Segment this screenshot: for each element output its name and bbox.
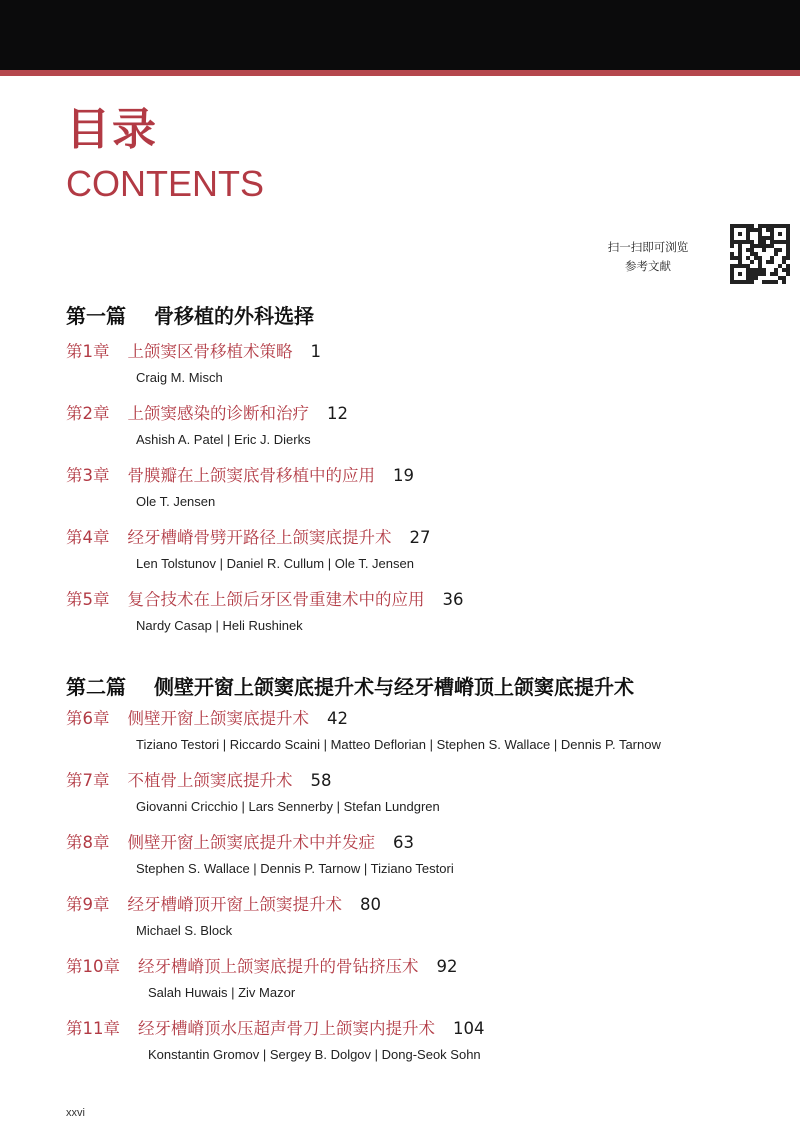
qr-caption	[588, 238, 708, 276]
part-heading	[66, 671, 634, 700]
toc-entry[interactable]	[66, 832, 454, 876]
chapter-page: 19	[393, 466, 414, 485]
chapter-title[interactable]: 骨膜瓣在上颌窦底骨移植中的应用	[127, 466, 375, 485]
qr-caption-line2: 参考文献	[625, 259, 671, 273]
chapter-title[interactable]: 不植骨上颌窦底提升术	[127, 771, 293, 790]
chapter-number: 第8章	[66, 833, 110, 852]
chapter-authors: Konstantin Gromov | Sergey B. Dolgov | Dong-Seok Sohn	[148, 1047, 481, 1062]
qr-caption-line1: 扫一扫即可浏览	[607, 240, 689, 254]
qr-code-icon[interactable]	[730, 224, 790, 284]
part-heading	[66, 300, 314, 329]
chapter-authors: Ashish A. Patel | Eric J. Dierks	[136, 432, 311, 447]
chapter-title[interactable]: 上颌窦感染的诊断和治疗	[127, 404, 309, 423]
chapter-page: 80	[360, 895, 381, 914]
chapter-number: 第3章	[66, 466, 110, 485]
header-band	[0, 0, 800, 70]
chapter-page: 36	[442, 590, 464, 609]
chapter-page: 104	[453, 1019, 485, 1038]
chapter-page: 12	[327, 404, 348, 423]
chapter-authors: Giovanni Cricchio | Lars Sennerby | Stefan Lundgren	[136, 799, 440, 814]
chapter-title[interactable]: 经牙槽嵴顶水压超声骨刀上颌窦内提升术	[138, 1019, 435, 1038]
chapter-page: 42	[327, 709, 348, 728]
chapter-authors: Craig M. Misch	[136, 370, 223, 385]
chapter-page: 63	[393, 833, 414, 852]
chapter-authors: Len Tolstunov | Daniel R. Cullum | Ole T. Jensen	[136, 556, 414, 571]
chapter-page: 92	[436, 957, 458, 976]
chapter-title[interactable]: 上颌窦区骨移植术策略	[127, 342, 293, 361]
chapter-number: 第11章	[66, 1019, 120, 1038]
chapter-authors: Nardy Casap | Heli Rushinek	[136, 618, 303, 633]
chapter-title[interactable]: 经牙槽嵴顶开窗上颌窦提升术	[127, 895, 342, 914]
chapter-number: 第2章	[66, 404, 110, 423]
chapter-page: 1	[310, 342, 321, 361]
chapter-number: 第5章	[66, 590, 110, 609]
toc-entry[interactable]	[66, 894, 381, 938]
chapter-authors: Stephen S. Wallace | Dennis P. Tarnow | Tiziano Testori	[136, 861, 454, 876]
toc-entry[interactable]	[66, 589, 464, 633]
chapter-authors: Michael S. Block	[136, 923, 233, 938]
chapter-title[interactable]: 侧壁开窗上颌窦底提升术中并发症	[127, 833, 375, 852]
part-number: 第一篇	[66, 304, 126, 328]
chapter-authors: Tiziano Testori | Riccardo Scaini | Matteo Deflorian | Stephen S. Wallace | Dennis P. Tarnow	[136, 737, 661, 752]
chapter-page: 27	[409, 528, 431, 547]
chapter-title[interactable]: 侧壁开窗上颌窦底提升术	[127, 709, 309, 728]
chapter-number: 第4章	[66, 528, 110, 547]
chapter-title[interactable]: 经牙槽嵴骨劈开路径上颌窦底提升术	[127, 528, 392, 547]
part-name: 骨移植的外科选择	[154, 304, 314, 328]
toc-entry[interactable]	[66, 527, 431, 571]
chapter-number: 第10章	[66, 957, 120, 976]
toc-entry[interactable]	[66, 403, 348, 447]
header-rule	[0, 70, 800, 76]
toc-entry[interactable]	[66, 465, 414, 509]
toc-entry[interactable]	[66, 708, 661, 752]
chapter-page: 58	[310, 771, 332, 790]
chapter-title[interactable]: 经牙槽嵴顶上颌窦底提升的骨钻挤压术	[138, 957, 419, 976]
page-subtitle: CONTENTS	[66, 163, 264, 204]
page-number: xxvi	[66, 1107, 85, 1119]
chapter-number: 第9章	[66, 895, 110, 914]
part-number: 第二篇	[66, 675, 126, 699]
chapter-number: 第7章	[66, 771, 110, 790]
chapter-authors: Ole T. Jensen	[136, 494, 216, 509]
toc-entry[interactable]	[66, 1018, 485, 1062]
toc-entry[interactable]	[66, 341, 321, 385]
chapter-number: 第6章	[66, 709, 110, 728]
chapter-authors: Salah Huwais | Ziv Mazor	[148, 985, 296, 1000]
part-name: 侧壁开窗上颌窦底提升术与经牙槽嵴顶上颌窦底提升术	[154, 675, 634, 699]
chapter-number: 第1章	[66, 342, 110, 361]
page-title: 目录	[66, 104, 158, 155]
chapter-title[interactable]: 复合技术在上颌后牙区骨重建术中的应用	[127, 590, 425, 609]
toc-entry[interactable]	[66, 770, 440, 814]
toc-entry[interactable]	[66, 956, 458, 1000]
